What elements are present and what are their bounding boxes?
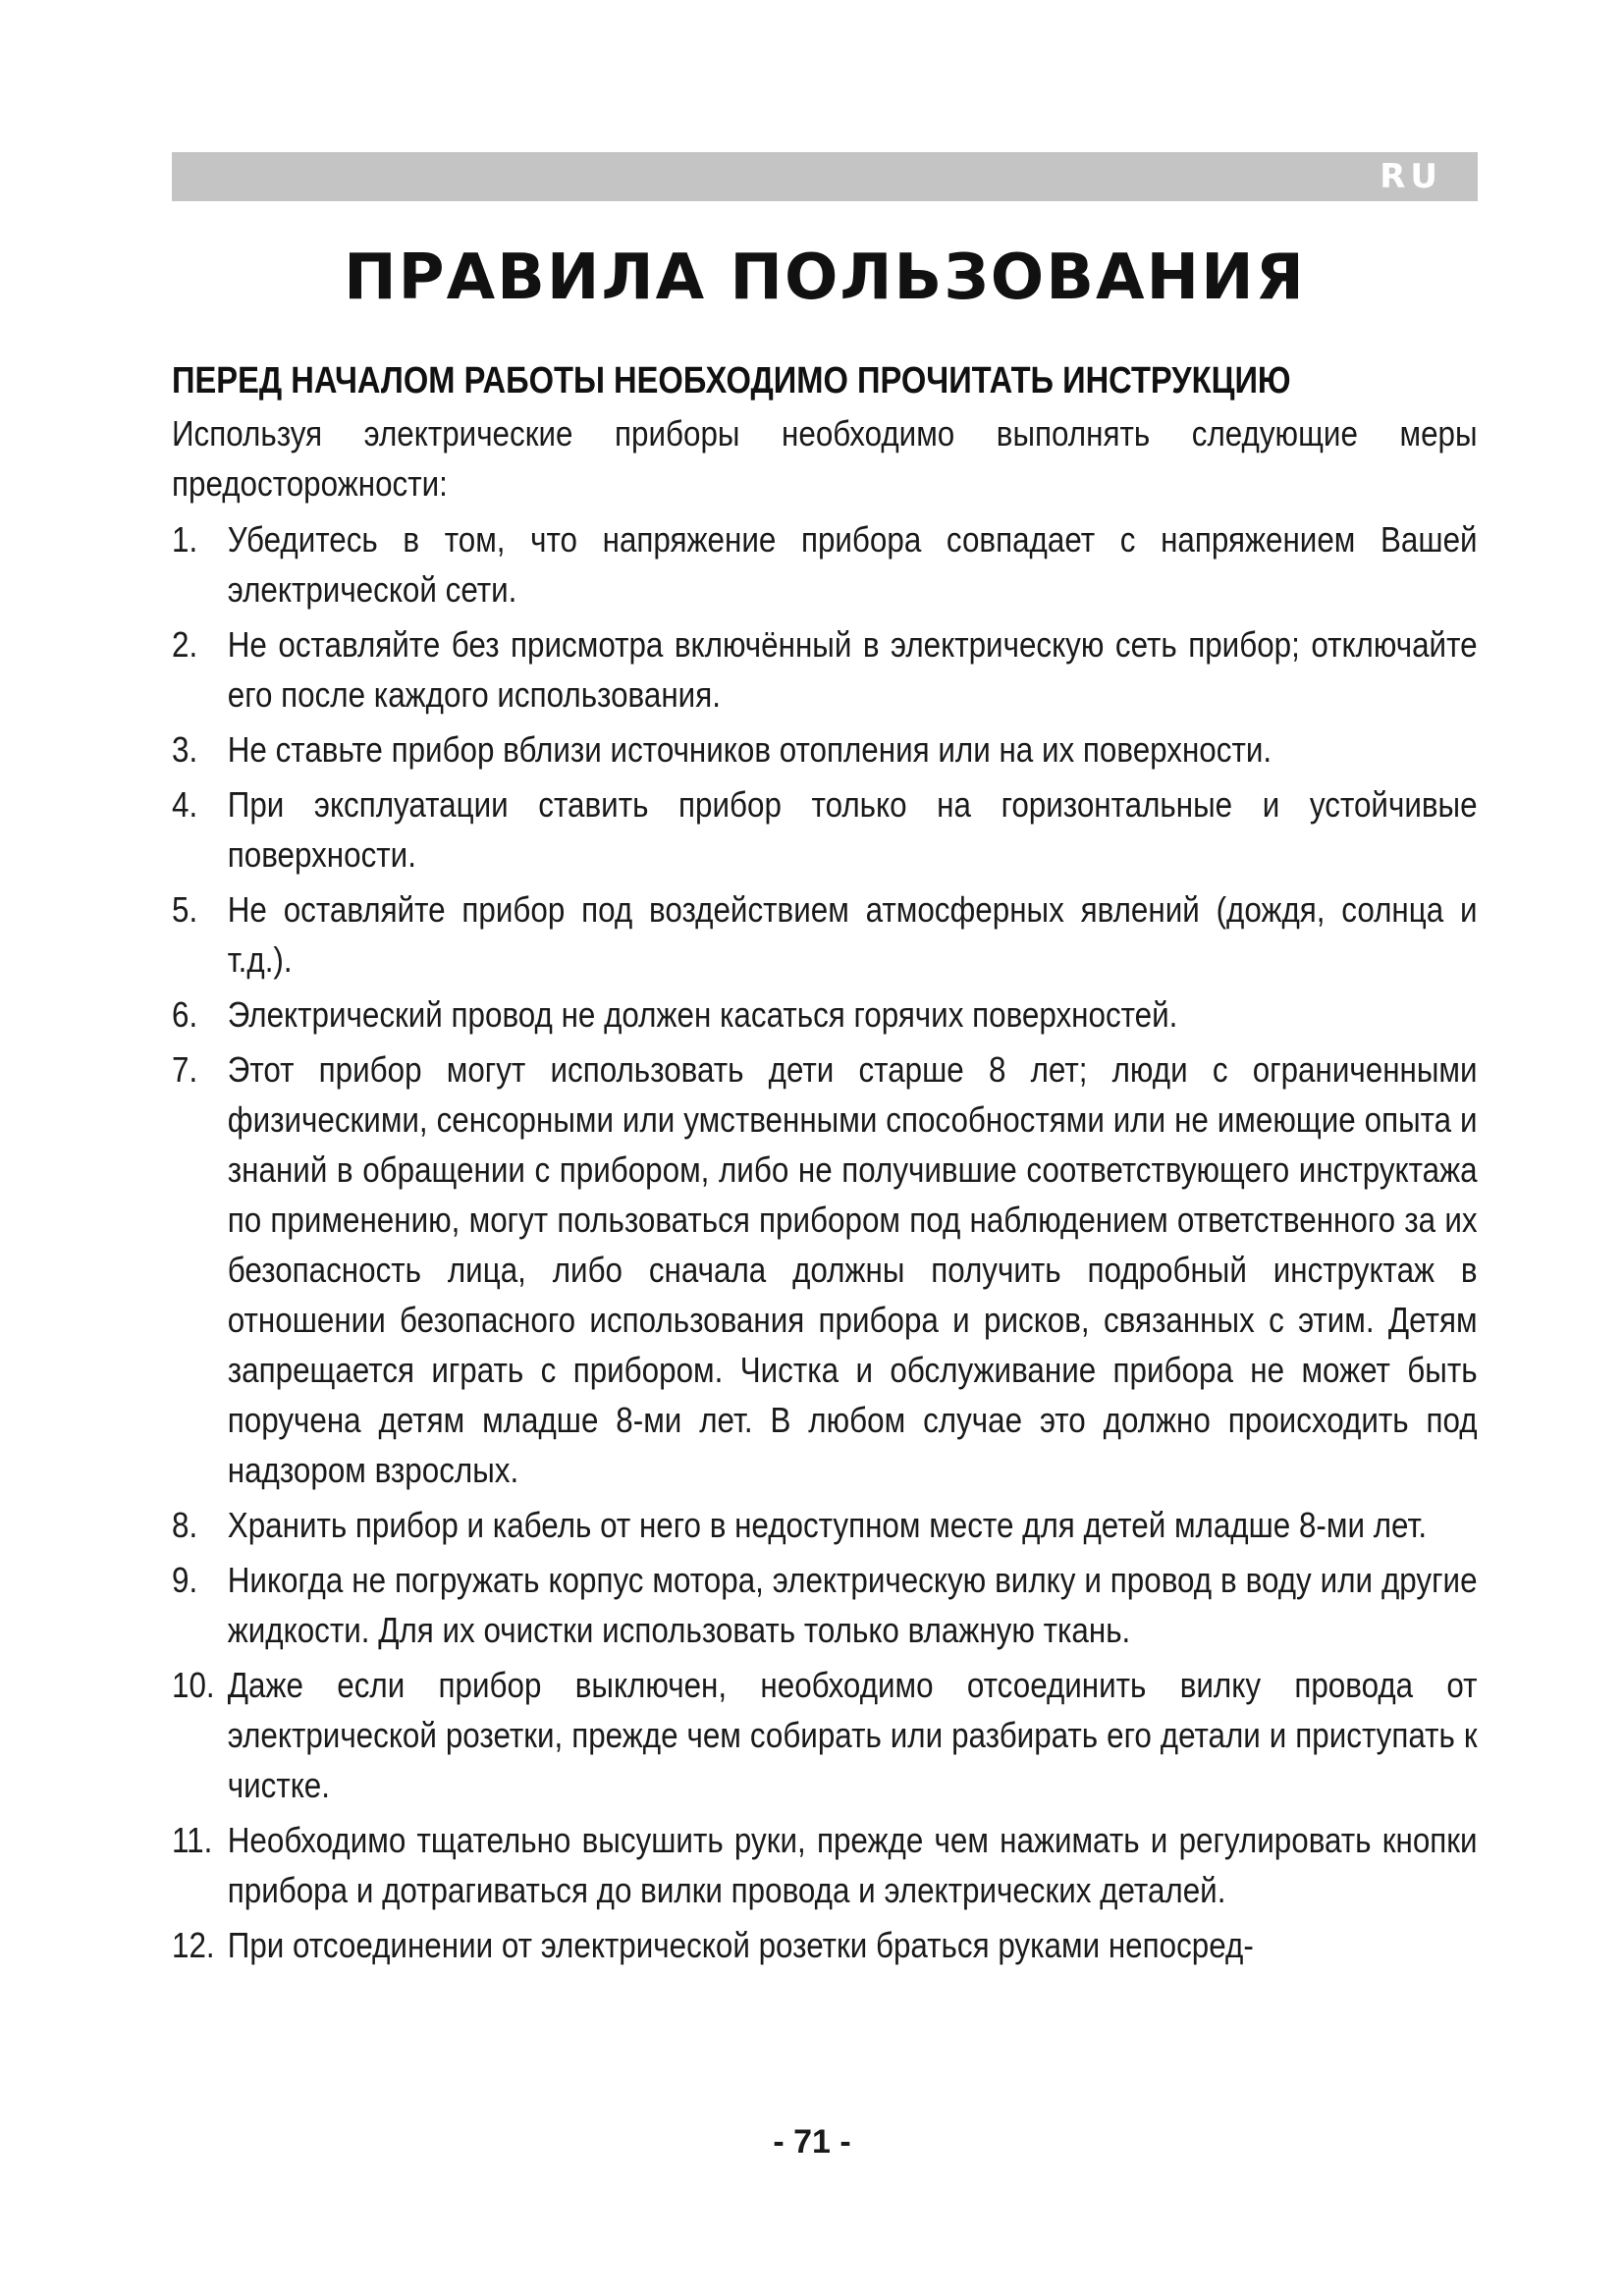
item-number: 9. bbox=[172, 1560, 198, 1600]
list-item bbox=[172, 1660, 1478, 1810]
item-number: 6. bbox=[172, 994, 198, 1035]
list-item bbox=[172, 514, 1478, 614]
item-text: Этот прибор могут использовать дети старше 8 лет; люди с ограниченными физическими, сенсорными или умственными способностями или не имеющие опыта и знаний в обращении с прибором, либо не получившие соответствующего инструктажа по применению, могут пользоваться прибором под наблюдением ответственного за их безопасность лица, либо сначала должны получить подробный инструктаж в отношении безопасного использования прибора и рисков, связанных с этим. Детям запрещается играть с прибором. Чистка и обслуживание прибора не может быть поручена детям младше 8-ми лет. В любом случае это должно происходить под надзором взрослых. bbox=[227, 1049, 1478, 1490]
list-item bbox=[172, 1555, 1478, 1655]
section-heading: ПЕРЕД НАЧАЛОМ РАБОТЫ НЕОБХОДИМО ПРОЧИТАТЬ ИНСТРУКЦИЮ bbox=[172, 360, 1291, 401]
rules-list bbox=[172, 514, 1478, 1970]
language-bar bbox=[172, 152, 1478, 201]
item-text: Не оставляйте без присмотра включённый в электрическую сеть прибор; отключайте его после каждого использования. bbox=[227, 624, 1478, 715]
list-item bbox=[172, 1500, 1478, 1550]
list-item bbox=[172, 619, 1478, 720]
item-number: 2. bbox=[172, 624, 198, 665]
item-number: 10. bbox=[172, 1665, 215, 1705]
list-item bbox=[172, 779, 1478, 880]
list-item bbox=[172, 1815, 1478, 1915]
page-number: - 71 - bbox=[773, 2123, 851, 2161]
list-item bbox=[172, 1920, 1478, 1970]
item-text: Необходимо тщательно высушить руки, прежде чем нажимать и регулировать кнопки прибора и дотрагиваться до вилки провода и электрических деталей. bbox=[227, 1820, 1478, 1910]
item-number: 7. bbox=[172, 1049, 198, 1090]
page-title: ПРАВИЛА ПОЛЬЗОВАНИЯ bbox=[344, 241, 1306, 314]
list-item bbox=[172, 884, 1478, 985]
intro-paragraph: Используя электрические приборы необходимо выполнять следующие меры предосторожности: bbox=[172, 413, 1478, 504]
item-text: Не ставьте прибор вблизи источников отопления или на их поверхности. bbox=[227, 729, 1272, 770]
item-text: Хранить прибор и кабель от него в недоступном месте для детей младше 8-ми лет. bbox=[227, 1505, 1428, 1545]
item-text: Никогда не погружать корпус мотора, электрическую вилку и провод в воду или другие жидкости. Для их очистки использовать только влажную ткань. bbox=[227, 1560, 1478, 1650]
document-body bbox=[172, 353, 1478, 1975]
item-number: 4. bbox=[172, 784, 198, 825]
item-number: 12. bbox=[172, 1925, 215, 1965]
item-text: При эксплуатации ставить прибор только на горизонтальные и устойчивые поверхности. bbox=[227, 784, 1478, 875]
item-number: 1. bbox=[172, 519, 198, 560]
item-text: Убедитесь в том, что напряжение прибора совпадает с напряжением Вашей электрической сети. bbox=[227, 519, 1478, 610]
language-code: RU bbox=[1380, 157, 1442, 196]
item-number: 5. bbox=[172, 889, 198, 930]
item-text: Электрический провод не должен касаться горячих поверхностей. bbox=[227, 994, 1178, 1035]
list-item bbox=[172, 1044, 1478, 1495]
list-item bbox=[172, 724, 1478, 774]
item-text: Даже если прибор выключен, необходимо отсоединить вилку провода от электрической розетки, прежде чем собирать или разбирать его детали и приступать к чистке. bbox=[227, 1665, 1478, 1805]
item-text: При отсоединении от электрической розетки браться руками непосред- bbox=[227, 1925, 1254, 1965]
item-number: 3. bbox=[172, 729, 198, 770]
item-number: 8. bbox=[172, 1505, 198, 1545]
item-text: Не оставляйте прибор под воздействием атмосферных явлений (дождя, солнца и т.д.). bbox=[227, 889, 1478, 980]
item-number: 11. bbox=[172, 1820, 213, 1860]
list-item bbox=[172, 989, 1478, 1040]
